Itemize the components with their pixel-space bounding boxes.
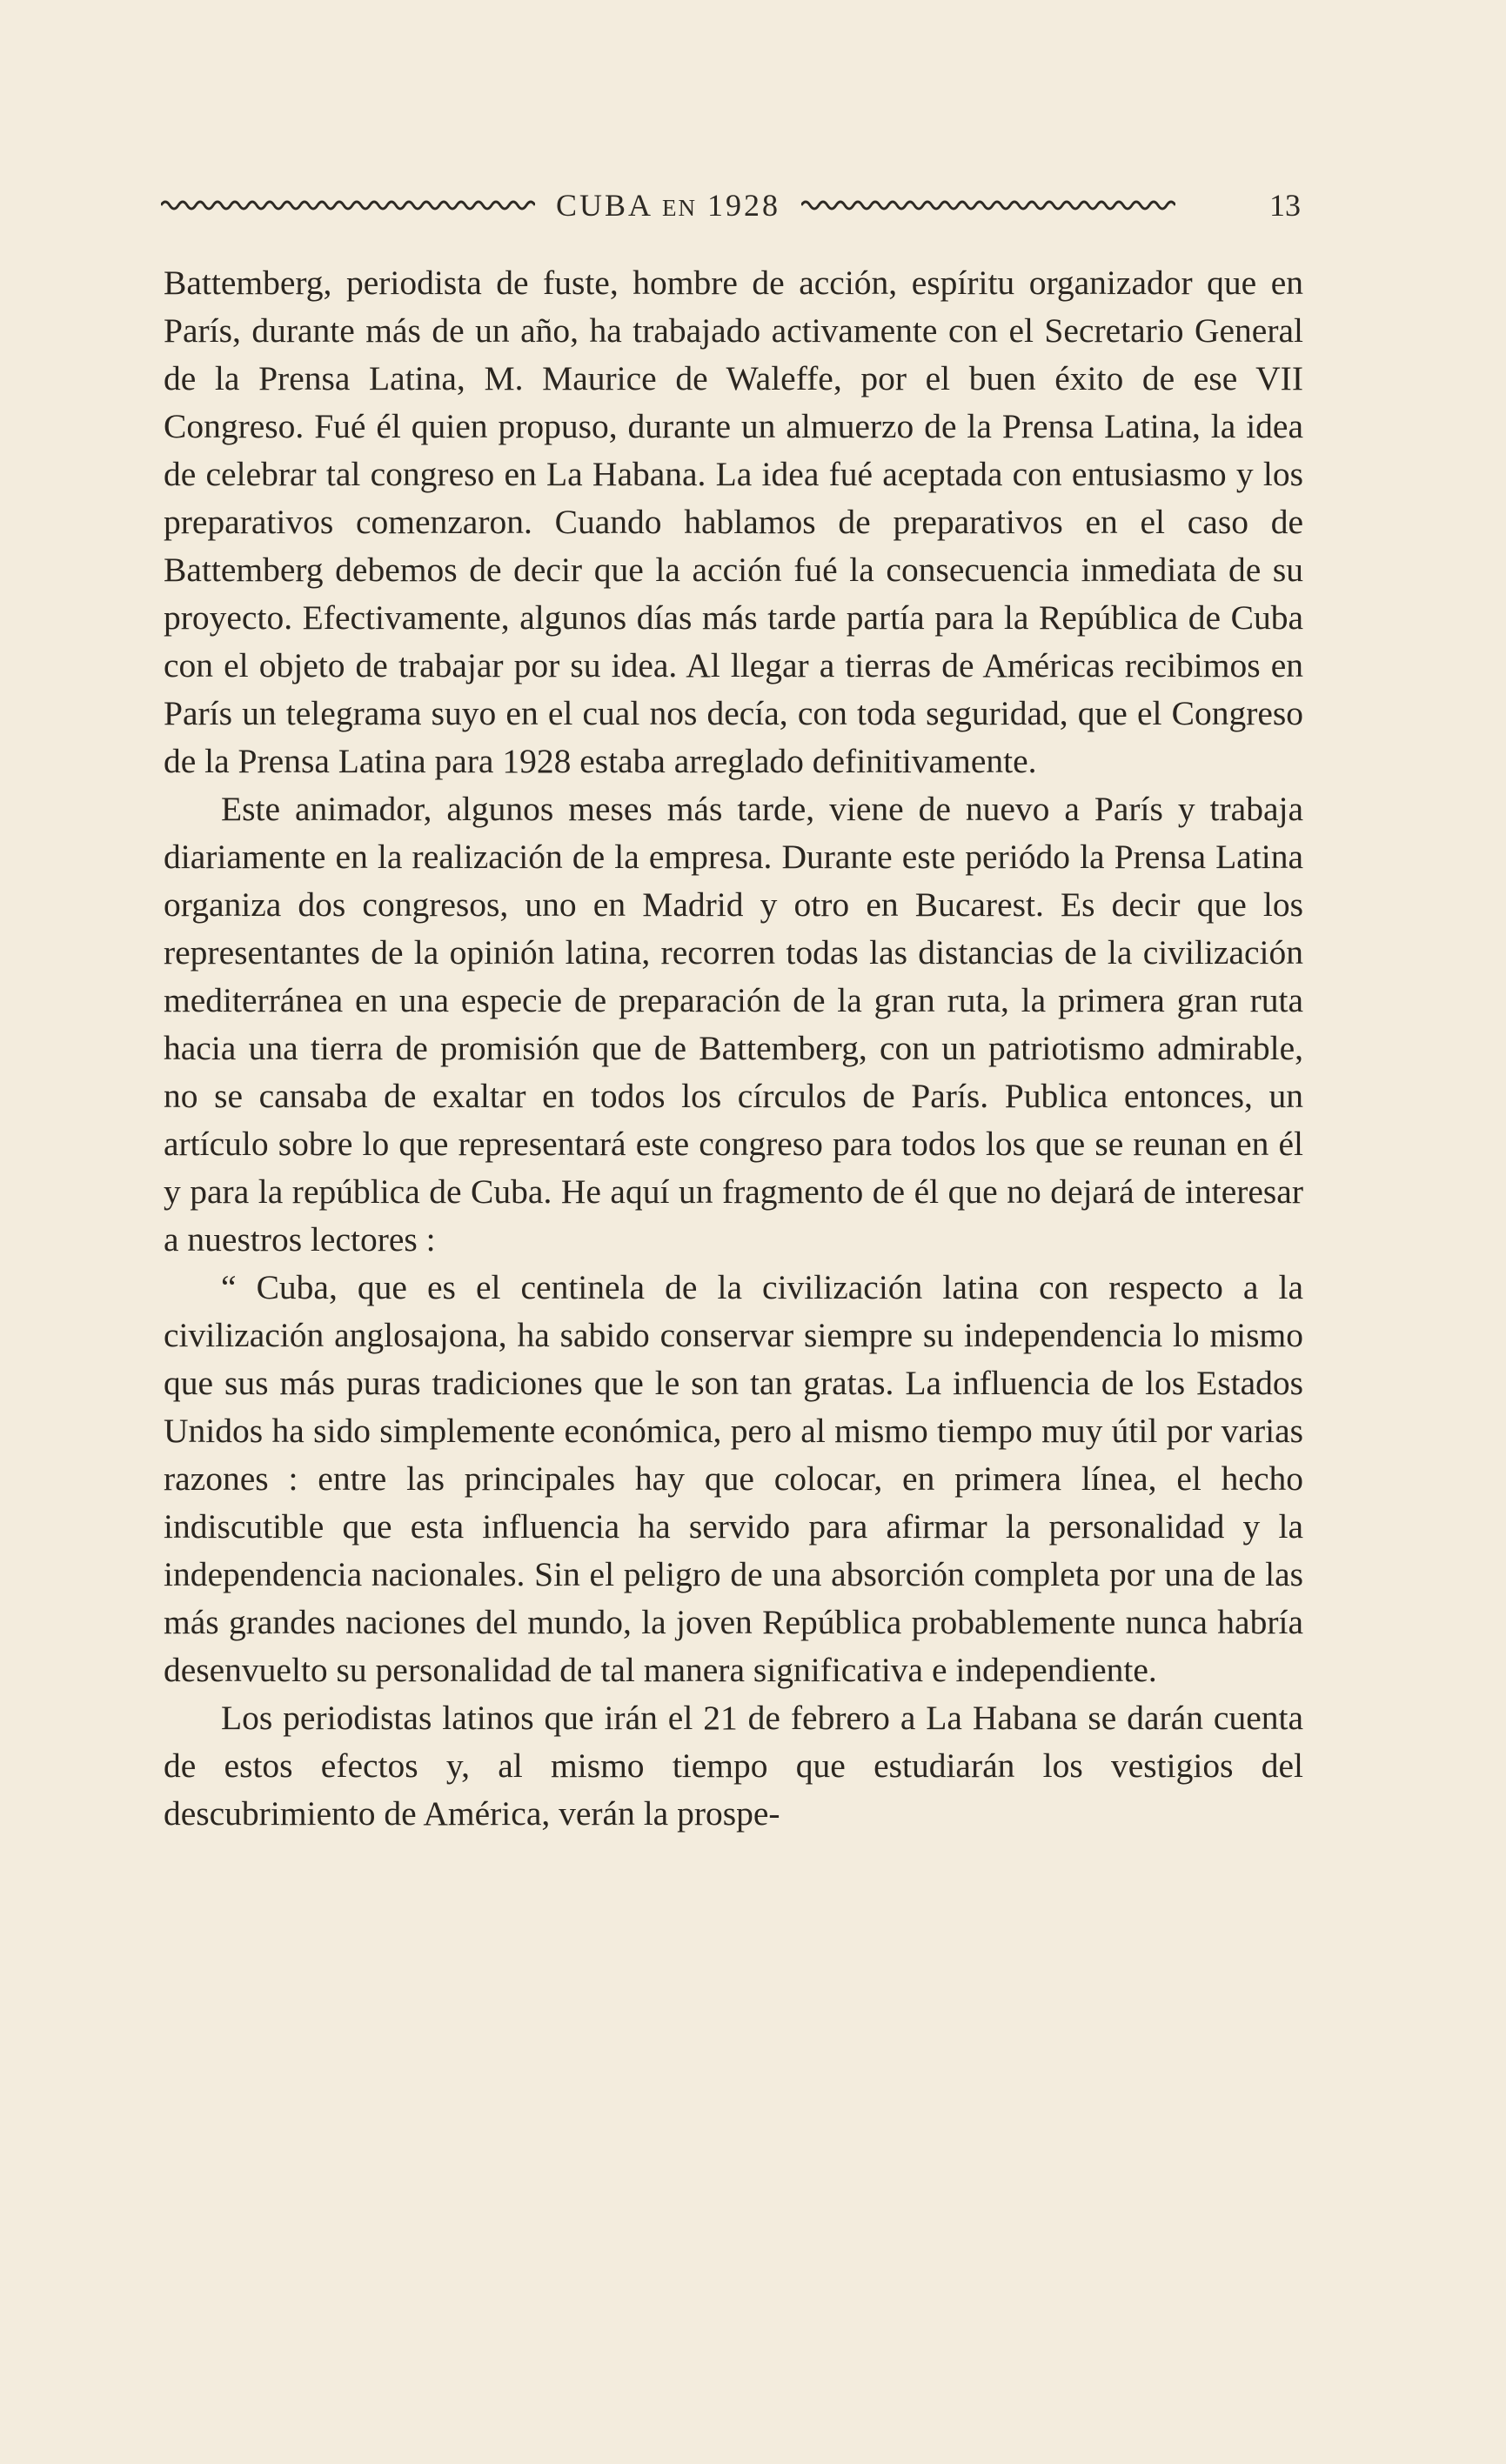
- quoted-paragraph: “ Cuba, que es el centinela de la civilización latina con respecto a la civilización anglosajona, ha sabido conservar siempre su independencia lo mismo que sus más puras tradiciones que le son tan gratas. La influencia de los Estados Unidos ha sido simplemente económica, pero al mismo tiempo muy útil por varias razones : entre las principales hay que colocar, en primera línea, el hecho indiscutible que esta influencia ha servido para afirmar la personalidad y la independencia nacionales. Sin el peligro de una absorción completa por una de las más grandes naciones del mundo, la joven República probablemente nunca habría desenvuelto su personalidad de tal manera significativa e independiente.: [164, 1268, 1303, 1689]
- title-main: CUBA: [556, 188, 653, 223]
- running-header: [161, 186, 1301, 224]
- paragraph: Battemberg, periodista de fuste, hombre de acción, espíritu organizador que en París, durante más de un año, ha trabajado activamente con el Secretario General de la Prensa Latina, M. Maurice de Waleffe, por el buen éxito de ese VII Congreso. Fué él quien propuso, durante un almuerzo de la Prensa Latina, la idea de celebrar tal congreso en La Habana. La idea fué aceptada con entusiasmo y los preparativos comenzaron. Cuando hablamos de preparativos en el caso de Battemberg debemos de decir que la acción fué la consecuencia inmediata de su proyecto. Efectivamente, algunos días más tarde partía para la República de Cuba con el objeto de trabajar por su idea. Al llegar a tierras de Américas recibimos en París un telegrama suyo en el cual nos decía, con toda seguridad, que el Congreso de la Prensa Latina para 1928 estaba arreglado definitivamente.: [164, 264, 1303, 780]
- running-title: [556, 187, 780, 224]
- title-year: 1928: [707, 188, 781, 223]
- body-text: [164, 259, 1303, 1838]
- paragraph: Los periodistas latinos que irán el 21 de febrero a La Habana se darán cuenta de estos efectos y, al mismo tiempo que estudiarán los vestigios del descubrimiento de América, verán la prospe-: [164, 1699, 1303, 1833]
- title-small: EN: [662, 195, 698, 221]
- paragraph: Este animador, algunos meses más tarde, viene de nuevo a París y trabaja diariamente en la realización de la empresa. Durante este periódo la Prensa Latina organiza dos congresos, uno en Madrid y otro en Bucarest. Es decir que los representantes de la opinión latina, recorren todas las distancias de la civilización mediterránea en una especie de preparación de la gran ruta, la primera gran ruta hacia una tierra de promisión que de Battemberg, con un patriotismo admirable, no se cansaba de exaltar en todos los círculos de París. Publica entonces, un artículo sobre lo que representará este congreso para todos los que se reunan en él y para la república de Cuba. He aquí un fragmento de él que no dejará de interesar a nuestros lectores :: [164, 790, 1303, 1259]
- right-ornament-rule: [801, 198, 1175, 212]
- left-ornament-rule: [161, 198, 535, 212]
- page-number: 13: [1269, 188, 1301, 223]
